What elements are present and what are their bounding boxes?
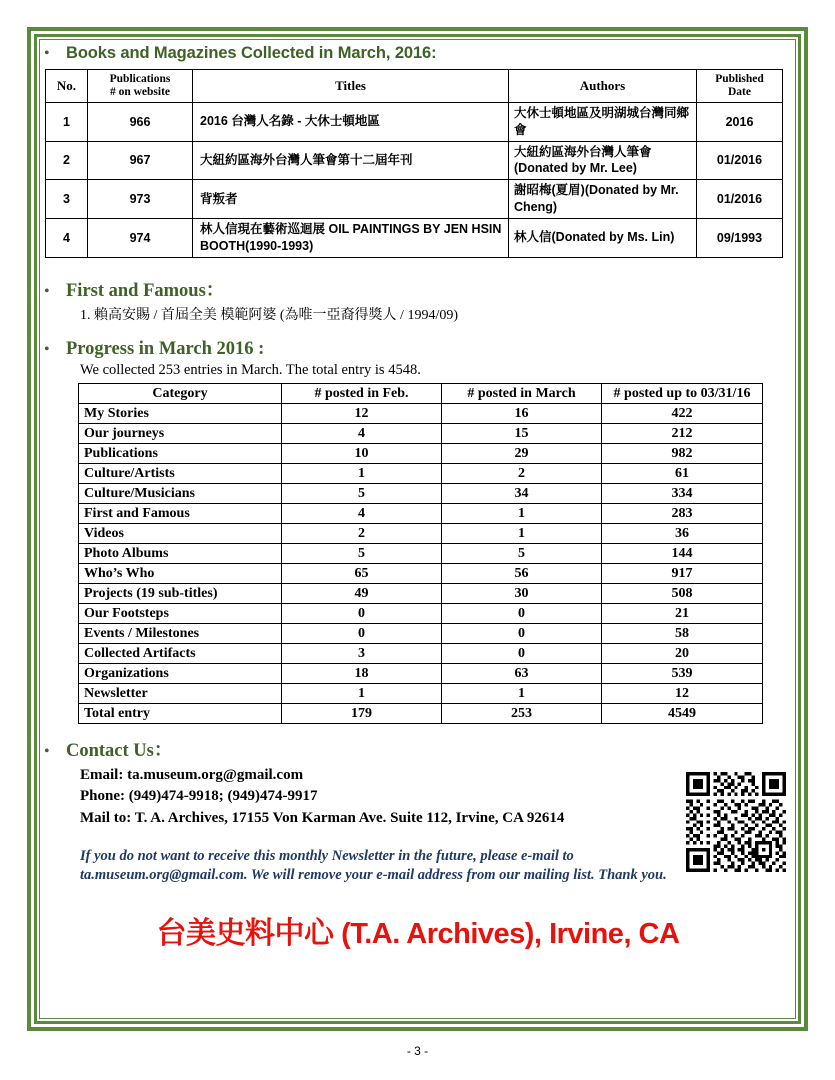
cell-author: 大紐約區海外台灣人筆會(Donated by Mr. Lee): [509, 141, 697, 180]
first-famous-list: [80, 307, 792, 325]
cell-category: Total entry: [79, 703, 282, 723]
cell-feb: 12: [282, 403, 442, 423]
table-row: [46, 141, 783, 180]
cell-category: Culture/Artists: [79, 463, 282, 483]
cell-no: 4: [46, 219, 88, 258]
table-row: [79, 563, 763, 583]
cell-march: 1: [442, 503, 602, 523]
cell-feb: 4: [282, 423, 442, 443]
cell-total: 212: [602, 423, 763, 443]
col-titles: Titles: [193, 70, 509, 103]
cell-author: 林人信(Donated by Ms. Lin): [509, 219, 697, 258]
cell-no: 2: [46, 141, 88, 180]
cell-march: 0: [442, 623, 602, 643]
organization-banner: [44, 908, 792, 952]
bullet-icon: •: [44, 282, 50, 300]
contact-phone-line: Phone: (949)474-9918; (949)474-9917: [80, 788, 318, 805]
cell-feb: 179: [282, 703, 442, 723]
cell-category: Our Footsteps: [79, 603, 282, 623]
table-row: [46, 102, 783, 141]
cell-total: 20: [602, 643, 763, 663]
cell-category: First and Famous: [79, 503, 282, 523]
cell-total: 283: [602, 503, 763, 523]
cell-march: 16: [442, 403, 602, 423]
cell-no: 1: [46, 102, 88, 141]
cell-category: Videos: [79, 523, 282, 543]
table-row: [79, 643, 763, 663]
cell-title: 林人信現在藝術巡迴展 OIL PAINTINGS BY JEN HSIN BOOTH(1990-1993): [193, 219, 509, 258]
table-row: [46, 180, 783, 219]
cell-total: 4549: [602, 703, 763, 723]
cell-total: 508: [602, 583, 763, 603]
table-row: [46, 219, 783, 258]
cell-total: 334: [602, 483, 763, 503]
progress-heading-text: Progress in March 2016 :: [66, 338, 265, 359]
table-row: [79, 663, 763, 683]
cell-date: 01/2016: [697, 141, 783, 180]
cell-feb: 1: [282, 463, 442, 483]
table-row: [79, 503, 763, 523]
contact-heading-text: Contact Us：: [66, 740, 173, 761]
cell-feb: 0: [282, 623, 442, 643]
books-heading-text: Books and Magazines Collected in March, 2016:: [66, 44, 437, 62]
table-row: [79, 423, 763, 443]
cell-march: 5: [442, 543, 602, 563]
cell-march: 0: [442, 643, 602, 663]
progress-note-text: We collected 253 entries in March. The total entry is 4548.: [80, 361, 421, 378]
cell-no: 3: [46, 180, 88, 219]
cell-march: 56: [442, 563, 602, 583]
cell-category: Projects (19 sub-titles): [79, 583, 282, 603]
banner-cjk-text: 台美史料中心: [156, 915, 334, 951]
cell-total: 917: [602, 563, 763, 583]
cell-pub: 974: [88, 219, 193, 258]
unsubscribe-notice: [80, 847, 680, 886]
table-header-row: [79, 383, 763, 403]
cell-feb: 65: [282, 563, 442, 583]
cell-march: 34: [442, 483, 602, 503]
cell-date: 2016: [697, 102, 783, 141]
banner-latin-text: (T.A. Archives), Irvine, CA: [333, 917, 680, 950]
cell-category: Collected Artifacts: [79, 643, 282, 663]
cell-march: 1: [442, 523, 602, 543]
cell-total: 12: [602, 683, 763, 703]
table-row-total: [79, 703, 763, 723]
contact-mail-line: Mail to: T. A. Archives, 17155 Von Karman Ave. Suite 112, Irvine, CA 92614: [80, 809, 565, 826]
cell-category: Events / Milestones: [79, 623, 282, 643]
col-no: No.: [46, 70, 88, 103]
table-row: [79, 443, 763, 463]
cell-feb: 1: [282, 683, 442, 703]
cell-category: Photo Albums: [79, 543, 282, 563]
cell-category: Newsletter: [79, 683, 282, 703]
table-row: [79, 623, 763, 643]
cell-total: 58: [602, 623, 763, 643]
cell-feb: 18: [282, 663, 442, 683]
col-posted-total: # posted up to 03/31/16: [602, 383, 763, 403]
col-publications: Publications # on website: [88, 70, 193, 103]
cell-feb: 0: [282, 603, 442, 623]
books-and-magazines-table: [45, 69, 783, 258]
contact-email-line[interactable]: Email: ta.museum.org@gmail.com: [80, 766, 304, 783]
cell-march: 30: [442, 583, 602, 603]
cell-title: 背叛者: [193, 180, 509, 219]
list-item: 1. 賴高安賜 / 首屆全美 模範阿婆 (為唯一亞裔得獎人 / 1994/09): [80, 307, 458, 323]
col-posted-march: # posted in March: [442, 383, 602, 403]
table-row: [79, 483, 763, 503]
cell-category: My Stories: [79, 403, 282, 423]
first-famous-heading-text: First and Famous：: [66, 280, 225, 301]
cell-pub: 966: [88, 102, 193, 141]
table-header-row: [46, 70, 783, 103]
col-published-date: Published Date: [697, 70, 783, 103]
cell-date: 09/1993: [697, 219, 783, 258]
cell-category: Organizations: [79, 663, 282, 683]
cell-feb: 5: [282, 543, 442, 563]
cell-feb: 3: [282, 643, 442, 663]
bullet-icon: •: [44, 340, 50, 358]
table-row: [79, 603, 763, 623]
contact-section-heading: [44, 736, 792, 762]
cell-feb: 10: [282, 443, 442, 463]
progress-statistics-table: [78, 383, 763, 724]
cell-total: 422: [602, 403, 763, 423]
table-row: [79, 403, 763, 423]
cell-march: 253: [442, 703, 602, 723]
first-famous-section-heading: [44, 276, 792, 302]
progress-section-heading: [44, 339, 792, 360]
table-row: [79, 683, 763, 703]
cell-category: Culture/Musicians: [79, 483, 282, 503]
cell-march: 15: [442, 423, 602, 443]
books-section-heading: [44, 44, 792, 63]
cell-total: 144: [602, 543, 763, 563]
cell-author: 謝昭梅(夏眉)(Donated by Mr. Cheng): [509, 180, 697, 219]
bullet-icon: •: [44, 742, 50, 760]
table-row: [79, 543, 763, 563]
cell-feb: 5: [282, 483, 442, 503]
cell-pub: 973: [88, 180, 193, 219]
cell-category: Publications: [79, 443, 282, 463]
cell-feb: 49: [282, 583, 442, 603]
cell-total: 36: [602, 523, 763, 543]
col-category: Category: [79, 383, 282, 403]
page-content: [44, 44, 792, 1004]
bullet-icon: •: [44, 45, 50, 62]
page-number-footer: - 3 -: [406, 1044, 429, 1058]
qr-code-icon: [684, 772, 788, 872]
cell-march: 2: [442, 463, 602, 483]
cell-march: 63: [442, 663, 602, 683]
table-row: [79, 523, 763, 543]
unsubscribe-line-2: ta.museum.org@gmail.com. We will remove your e-mail address from our mailing list. Thank you.: [80, 867, 667, 884]
cell-total: 21: [602, 603, 763, 623]
cell-pub: 967: [88, 141, 193, 180]
col-authors: Authors: [509, 70, 697, 103]
cell-date: 01/2016: [697, 180, 783, 219]
cell-total: 982: [602, 443, 763, 463]
cell-march: 29: [442, 443, 602, 463]
cell-title: 2016 台灣人名錄 - 大休士頓地區: [193, 102, 509, 141]
cell-march: 1: [442, 683, 602, 703]
table-row: [79, 463, 763, 483]
cell-category: Who’s Who: [79, 563, 282, 583]
cell-category: Our journeys: [79, 423, 282, 443]
cell-title: 大紐約區海外台灣人筆會第十二屆年刊: [193, 141, 509, 180]
cell-author: 大休士頓地區及明湖城台灣同鄉會: [509, 102, 697, 141]
table-row: [79, 583, 763, 603]
cell-feb: 4: [282, 503, 442, 523]
cell-total: 539: [602, 663, 763, 683]
cell-total: 61: [602, 463, 763, 483]
unsubscribe-line-1: If you do not want to receive this monthly Newsletter in the future, please e-mail to: [80, 847, 574, 864]
col-posted-feb: # posted in Feb.: [282, 383, 442, 403]
cell-march: 0: [442, 603, 602, 623]
cell-feb: 2: [282, 523, 442, 543]
